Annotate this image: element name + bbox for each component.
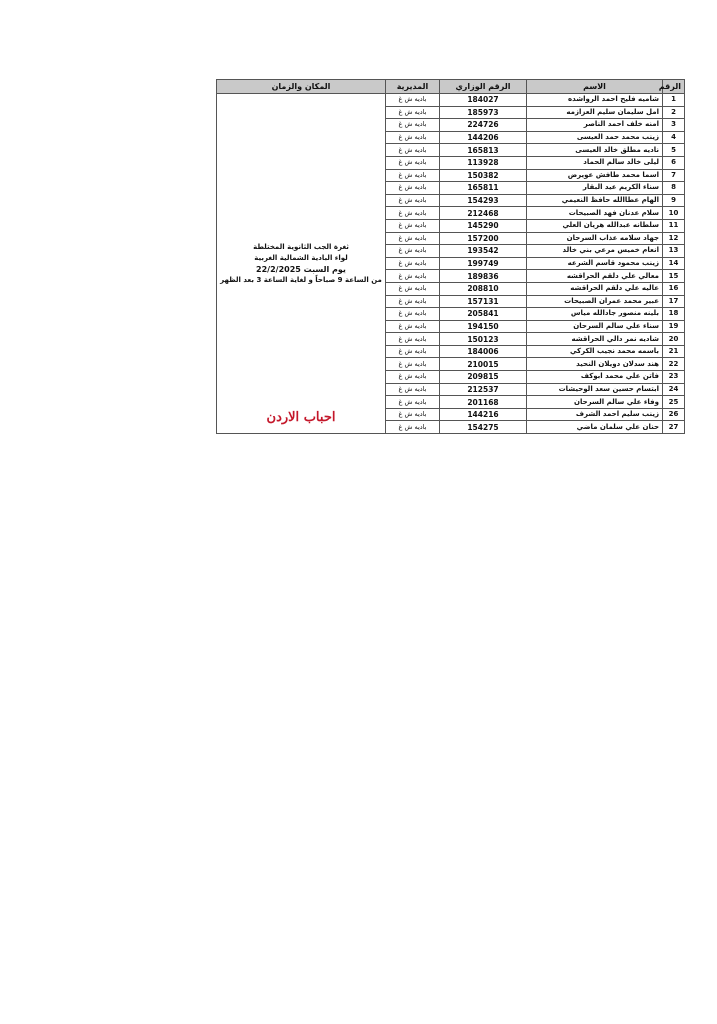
row-name: عاليه علي دلقم الحراقشه: [527, 282, 663, 295]
row-ministry-number: 184006: [440, 345, 527, 358]
table-header-row: [217, 80, 685, 94]
row-directorate: باديه ش غ: [386, 245, 440, 258]
header-place-time: المكان والزمان: [217, 80, 386, 94]
row-directorate: باديه ش غ: [386, 219, 440, 232]
table-body: [217, 94, 685, 434]
row-number: 12: [663, 232, 685, 245]
row-ministry-number: 199749: [440, 257, 527, 270]
row-name: باسمه محمد نجيب الكركي: [527, 345, 663, 358]
row-directorate: باديه ش غ: [386, 383, 440, 396]
row-directorate: باديه ش غ: [386, 106, 440, 119]
row-number: 18: [663, 308, 685, 321]
row-name: ليلى خالد سالم الحماد: [527, 156, 663, 169]
row-number: 7: [663, 169, 685, 182]
row-ministry-number: 165813: [440, 144, 527, 157]
row-directorate: باديه ش غ: [386, 308, 440, 321]
row-ministry-number: 157131: [440, 295, 527, 308]
row-ministry-number: 212537: [440, 383, 527, 396]
row-name: زينب محمد حمد العيسى: [527, 131, 663, 144]
place-line: ثغرة الجب الثانوية المختلطة: [253, 242, 349, 251]
row-number: 11: [663, 219, 685, 232]
row-directorate: باديه ش غ: [386, 144, 440, 157]
row-name: سناء الكريم عيد البقار: [527, 182, 663, 195]
row-ministry-number: 144206: [440, 131, 527, 144]
row-directorate: باديه ش غ: [386, 156, 440, 169]
row-ministry-number: 150123: [440, 333, 527, 346]
row-name: هند سدلان دويلان النحيد: [527, 358, 663, 371]
row-ministry-number: 185973: [440, 106, 527, 119]
row-name: فاتن علي محمد ابوكف: [527, 371, 663, 384]
row-name: سلام عدنان فهد الصبيحات: [527, 207, 663, 220]
row-name: سناء علي سالم السرحان: [527, 320, 663, 333]
row-directorate: باديه ش غ: [386, 169, 440, 182]
row-ministry-number: 154293: [440, 194, 527, 207]
row-directorate: باديه ش غ: [386, 371, 440, 384]
row-ministry-number: 184027: [440, 94, 527, 107]
row-name: ناديه مطلق خالد العيسى: [527, 144, 663, 157]
row-number: 10: [663, 207, 685, 220]
header-name: الاسم: [527, 80, 663, 94]
row-ministry-number: 205841: [440, 308, 527, 321]
row-number: 26: [663, 408, 685, 421]
row-number: 27: [663, 421, 685, 434]
row-ministry-number: 157200: [440, 232, 527, 245]
row-number: 25: [663, 396, 685, 409]
row-ministry-number: 208810: [440, 282, 527, 295]
row-number: 22: [663, 358, 685, 371]
place-time-cell: [217, 94, 386, 434]
place-line: يوم السبت 22/2/2025: [256, 264, 346, 274]
row-name: امنه خلف احمد الناصر: [527, 119, 663, 132]
row-ministry-number: 150382: [440, 169, 527, 182]
row-directorate: باديه ش غ: [386, 345, 440, 358]
row-ministry-number: 193542: [440, 245, 527, 258]
row-directorate: باديه ش غ: [386, 207, 440, 220]
header-num: الرقم: [663, 80, 685, 94]
row-name: امل سليمان سليم العزازمه: [527, 106, 663, 119]
row-ministry-number: 194150: [440, 320, 527, 333]
row-directorate: باديه ش غ: [386, 282, 440, 295]
row-name: ابتسام حسين سعد الوحيشات: [527, 383, 663, 396]
row-directorate: باديه ش غ: [386, 408, 440, 421]
table-row: [217, 94, 685, 107]
row-name: شاميه فليح احمد الرواشده: [527, 94, 663, 107]
row-directorate: باديه ش غ: [386, 232, 440, 245]
row-ministry-number: 113928: [440, 156, 527, 169]
row-ministry-number: 224726: [440, 119, 527, 132]
row-ministry-number: 189836: [440, 270, 527, 283]
row-number: 1: [663, 94, 685, 107]
row-number: 14: [663, 257, 685, 270]
row-number: 23: [663, 371, 685, 384]
row-name: حنان علي سلمان ماضي: [527, 421, 663, 434]
row-number: 20: [663, 333, 685, 346]
exam-location-text: [220, 242, 382, 286]
row-ministry-number: 165811: [440, 182, 527, 195]
row-name: زينب سليم احمد الشرف: [527, 408, 663, 421]
row-directorate: باديه ش غ: [386, 257, 440, 270]
red-signature-stamp: احباب الاردن: [266, 410, 336, 426]
row-ministry-number: 209815: [440, 371, 527, 384]
candidates-table: [216, 79, 685, 434]
header-ministry-number: الرقم الوزاري: [440, 80, 527, 94]
row-name: شاديه نمر دالي الحراقشه: [527, 333, 663, 346]
row-number: 4: [663, 131, 685, 144]
row-number: 9: [663, 194, 685, 207]
row-number: 17: [663, 295, 685, 308]
header-directorate: المديرية: [386, 80, 440, 94]
row-directorate: باديه ش غ: [386, 396, 440, 409]
row-ministry-number: 144216: [440, 408, 527, 421]
row-directorate: باديه ش غ: [386, 358, 440, 371]
row-name: جهاد سلامه عذاب السرحان: [527, 232, 663, 245]
place-line: من الساعة 9 صباحاً و لغاية الساعة 3 بعد الظهر: [220, 275, 382, 284]
row-name: الهام عطاالله حافظ النعيمي: [527, 194, 663, 207]
row-directorate: باديه ش غ: [386, 131, 440, 144]
row-number: 24: [663, 383, 685, 396]
row-name: انعام خميس مرعي بني خالد: [527, 245, 663, 258]
row-number: 19: [663, 320, 685, 333]
row-number: 21: [663, 345, 685, 358]
row-directorate: باديه ش غ: [386, 270, 440, 283]
row-name: زينب محمود قاسم الشرعه: [527, 257, 663, 270]
place-line: لواء البادية الشمالية الغربية: [254, 253, 348, 262]
row-name: وفاء علي سالم السرحان: [527, 396, 663, 409]
row-ministry-number: 145290: [440, 219, 527, 232]
row-directorate: باديه ش غ: [386, 320, 440, 333]
row-number: 5: [663, 144, 685, 157]
row-directorate: باديه ش غ: [386, 295, 440, 308]
row-directorate: باديه ش غ: [386, 421, 440, 434]
row-name: معالي علي دلقم الحراقشه: [527, 270, 663, 283]
row-name: سلطانه عبدالله هريان العلي: [527, 219, 663, 232]
row-ministry-number: 210015: [440, 358, 527, 371]
row-name: اسما محمد طافش عويرض: [527, 169, 663, 182]
row-ministry-number: 212468: [440, 207, 527, 220]
row-directorate: باديه ش غ: [386, 119, 440, 132]
row-number: 13: [663, 245, 685, 258]
row-directorate: باديه ش غ: [386, 194, 440, 207]
row-number: 16: [663, 282, 685, 295]
row-directorate: باديه ش غ: [386, 333, 440, 346]
row-ministry-number: 201168: [440, 396, 527, 409]
row-number: 2: [663, 106, 685, 119]
row-number: 8: [663, 182, 685, 195]
row-directorate: باديه ش غ: [386, 94, 440, 107]
row-ministry-number: 154275: [440, 421, 527, 434]
row-name: بلينه منصور جادالله مياس: [527, 308, 663, 321]
row-number: 6: [663, 156, 685, 169]
row-number: 15: [663, 270, 685, 283]
row-number: 3: [663, 119, 685, 132]
row-directorate: باديه ش غ: [386, 182, 440, 195]
row-name: عبير محمد عمران الصبيحات: [527, 295, 663, 308]
